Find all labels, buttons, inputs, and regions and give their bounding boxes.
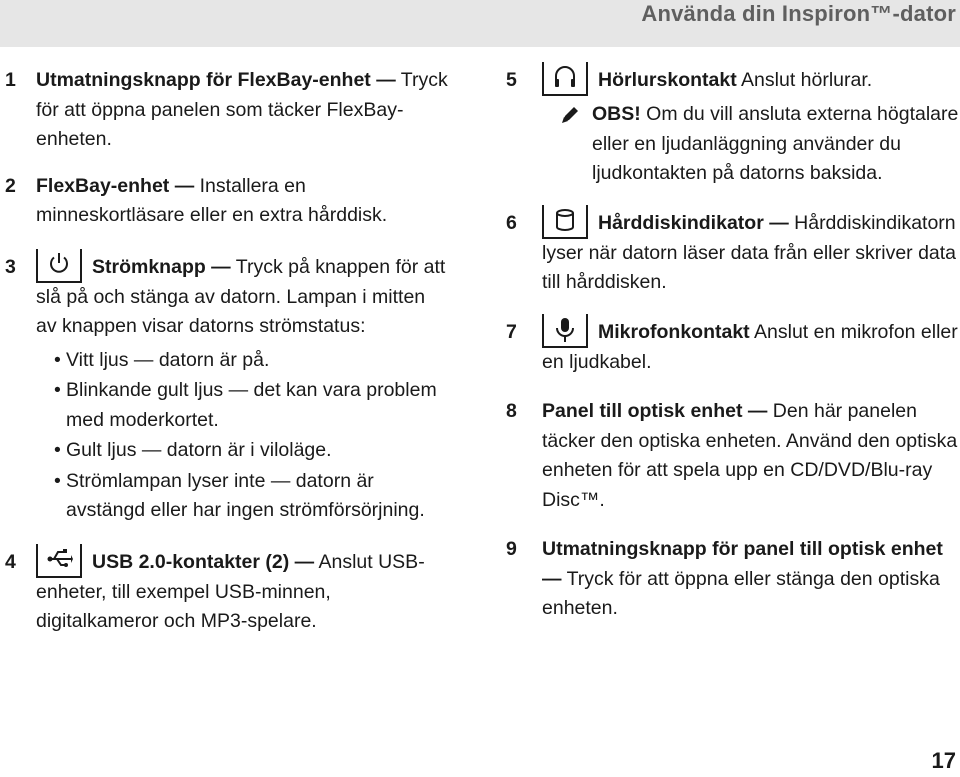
header-title: Använda din Inspiron™-dator (641, 1, 956, 26)
item-number: 8 (506, 400, 517, 422)
item-title: Utmatningsknapp för FlexBay-enhet — (36, 69, 396, 91)
item-number: 6 (506, 211, 517, 234)
item-text: Installera en minneskortläsare eller en extra hårddisk. (36, 174, 388, 226)
hard-drive-icon (542, 205, 588, 239)
power-icon (36, 249, 82, 283)
list-item: • Blinkande gult ljus — det kan vara problem med moderkortet. (36, 376, 450, 435)
item-number: 3 (5, 255, 16, 278)
item-title: Strömknapp — (92, 255, 231, 278)
note (542, 100, 960, 189)
item-text: Hårddiskindikatorn lyser när datorn läser data från eller skriver data till hårddisken. (542, 211, 957, 293)
item-title: USB 2.0-kontakter (2) — (92, 550, 315, 573)
item-number: 9 (506, 538, 517, 560)
item-title: Mikrofonkontakt (598, 320, 750, 343)
item-text: Anslut hörlurar. (741, 69, 873, 92)
headphones-icon (542, 62, 588, 96)
item-text: Tryck för att öppna eller stänga den optiska enheten. (542, 567, 940, 619)
status-list (36, 346, 450, 526)
list-item-6 (506, 209, 960, 298)
item-text: Anslut USB-enheter, till exempel USB-minnen, digitalkameror och MP3-spelare. (36, 550, 425, 632)
item-number: 4 (5, 550, 16, 573)
list-item-1 (0, 66, 450, 155)
item-number: 1 (5, 69, 16, 91)
list-item-3 (0, 253, 450, 526)
item-title: Hårddiskindikator — (598, 211, 789, 234)
usb-icon (36, 544, 82, 578)
pencil-icon (560, 105, 580, 125)
list-item: • Strömlampan lyser inte — datorn är avstängd eller har ingen strömförsörjning. (36, 467, 450, 526)
item-text: Tryck för att öppna panelen som täcker FlexBay-enheten. (36, 69, 448, 150)
item-number: 2 (5, 174, 16, 197)
note-text: Om du vill ansluta externa högtalare eller en ljudanläggning använder du ljudkontakten på datorns baksida. (592, 103, 959, 184)
list-item-5 (506, 66, 960, 189)
microphone-icon (542, 314, 588, 348)
page-header (0, 0, 960, 47)
list-item: • Gult ljus — datorn är i viloläge. (36, 436, 450, 466)
item-number: 5 (506, 69, 517, 91)
note-label: OBS! (592, 103, 641, 125)
item-number: 7 (506, 320, 517, 343)
list-item-4 (0, 548, 450, 637)
list-item-7 (506, 318, 960, 378)
right-column (506, 66, 960, 624)
list-item-8 (506, 397, 960, 515)
list-item-9 (506, 535, 960, 624)
item-text: Den här panelen täcker den optiska enheten. Använd den optiska enheten för att spela upp en CD/DVD/Blu-ray Disc™. (542, 400, 958, 511)
item-title: Hörlurskontakt (598, 69, 737, 92)
page-number: 17 (931, 748, 956, 773)
item-title: Utmatningsknapp för panel till optisk enhet — (542, 538, 943, 590)
list-item-2 (0, 172, 450, 231)
item-title: Panel till optisk enhet — (542, 400, 768, 422)
item-text: Anslut en mikrofon eller en ljudkabel. (542, 320, 958, 373)
item-title: FlexBay-enhet — (36, 174, 195, 197)
item-text: Tryck på knappen för att slå på och stänga av datorn. Lampan i mitten av knappen visar datorns strömstatus: (36, 255, 446, 337)
list-item: • Vitt ljus — datorn är på. (36, 346, 450, 376)
left-column (0, 66, 450, 637)
